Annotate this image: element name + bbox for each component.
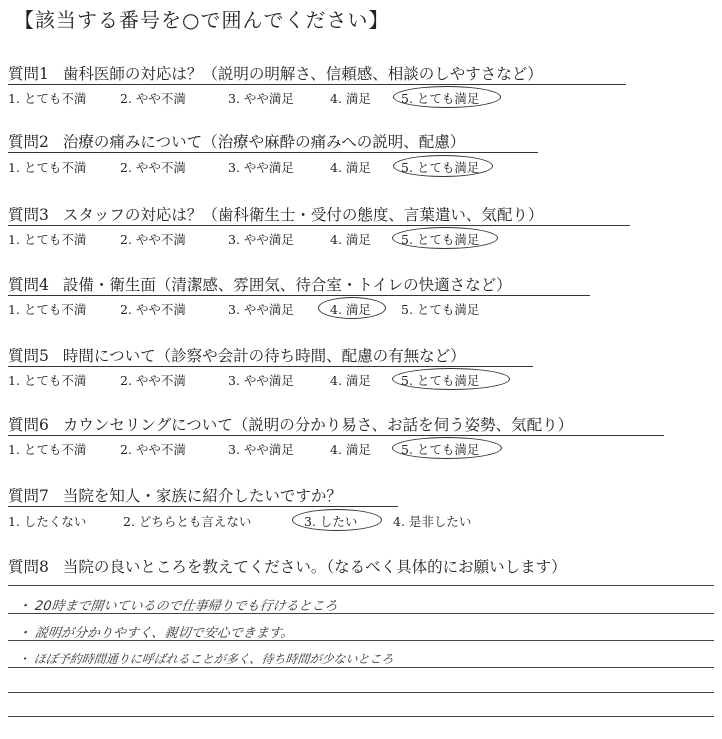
question-1 [8, 62, 543, 84]
question-text: 当院を知人・家族に紹介したいですか？ [62, 487, 342, 505]
question-4 [8, 273, 512, 295]
option-4[interactable]: 4. 満足 [330, 232, 371, 247]
option-1[interactable]: 1. とても不満 [8, 373, 87, 388]
question-underline [8, 366, 533, 367]
question-2 [8, 130, 465, 152]
question-label: 質問5 [8, 347, 49, 365]
option-4[interactable]: 4. 是非したい [393, 514, 472, 529]
option-4[interactable]: 4. 満足 [330, 442, 371, 457]
question-5 [8, 344, 466, 366]
option-2[interactable]: 2. やや不満 [120, 442, 186, 457]
question-underline [8, 84, 626, 85]
option-3[interactable]: 3. やや満足 [228, 91, 294, 106]
question-underline [8, 295, 590, 296]
question-label: 質問6 [8, 416, 49, 434]
question-text: 治療の痛みについて（治療や麻酔の痛みへの説明、配慮） [62, 133, 466, 151]
option-3[interactable]: 3. したい [304, 514, 358, 529]
answer-line [8, 667, 714, 668]
question-label: 質問1 [8, 65, 49, 83]
option-5[interactable]: 5. とても満足 [401, 302, 480, 317]
option-2[interactable]: 2. やや不満 [120, 373, 186, 388]
option-3[interactable]: 3. やや満足 [228, 442, 294, 457]
selection-circle [392, 437, 502, 459]
options-row-6 [8, 440, 708, 458]
option-2[interactable]: 2. やや不満 [120, 302, 186, 317]
question-6 [8, 413, 573, 435]
option-1[interactable]: 1. とても不満 [8, 442, 87, 457]
question-label: 質問2 [8, 133, 49, 151]
question-8 [8, 555, 567, 577]
question-text: 歯科医師の対応は？（説明の明解さ、信頼感、相談のしやすさなど） [62, 65, 543, 83]
question-label: 質問8 [8, 558, 49, 576]
question-7 [8, 484, 342, 506]
option-5[interactable]: 5. とても満足 [401, 232, 480, 247]
selection-circle [392, 227, 498, 249]
option-4[interactable]: 4. 満足 [330, 302, 371, 317]
option-5[interactable]: 5. とても満足 [401, 442, 480, 457]
option-5[interactable]: 5. とても満足 [401, 373, 480, 388]
option-1[interactable]: 1. とても不満 [8, 232, 87, 247]
page-title: 【該当する番号を○で囲んでください】 [14, 8, 390, 32]
handwritten-answer-3: ・ ほぼ予約時間通りに呼ばれることが多く、待ち時間が少ないところ [17, 652, 395, 666]
option-2[interactable]: 2. やや不満 [120, 160, 186, 175]
question-underline [8, 506, 398, 507]
option-3[interactable]: 3. やや満足 [228, 302, 294, 317]
option-5[interactable]: 5. とても満足 [401, 160, 480, 175]
option-5[interactable]: 5. とても満足 [401, 91, 480, 106]
options-row-3 [8, 230, 708, 248]
question-3 [8, 203, 543, 225]
question-text: カウンセリングについて（説明の分かり易さ、お話を伺う姿勢、気配り） [62, 416, 574, 434]
option-1[interactable]: 1. とても不満 [8, 91, 87, 106]
selection-circle [392, 368, 510, 390]
option-2[interactable]: 2. やや不満 [120, 91, 186, 106]
option-2[interactable]: 2. どちらとも言えない [123, 514, 252, 529]
question-text: 設備・衛生面（清潔感、雰囲気、待合室・トイレの快適さなど） [62, 276, 512, 294]
selection-circle [318, 297, 386, 319]
question-label: 質問4 [8, 276, 49, 294]
option-3[interactable]: 3. やや満足 [228, 160, 294, 175]
options-row-5 [8, 371, 708, 389]
option-3[interactable]: 3. やや満足 [228, 232, 294, 247]
option-3[interactable]: 3. やや満足 [228, 373, 294, 388]
question-text: 当院の良いところを教えてください。（なるべく具体的にお願いします） [62, 558, 567, 576]
question-text: スタッフの対応は？（歯科衛生士・受付の態度、言葉遣い、気配り） [62, 206, 544, 224]
selection-circle [393, 155, 493, 177]
selection-circle [292, 509, 382, 531]
option-1[interactable]: 1. とても不満 [8, 302, 87, 317]
question-label: 質問3 [8, 206, 49, 224]
question-text: 時間について（診察や会計の待ち時間、配慮の有無など） [62, 347, 466, 365]
selection-circle [393, 86, 501, 108]
question-underline [8, 225, 630, 226]
answer-line [8, 585, 714, 586]
answer-line [8, 692, 714, 693]
answer-line [8, 716, 714, 717]
question-underline [8, 152, 538, 153]
option-2[interactable]: 2. やや不満 [120, 232, 186, 247]
option-1[interactable]: 1. したくない [8, 514, 87, 529]
handwritten-answer-1: ・ 20時まで開いているので仕事帰りでも行けるところ [17, 599, 339, 614]
option-4[interactable]: 4. 満足 [330, 91, 371, 106]
handwritten-answer-2: ・ 説明が分かりやすく、親切で安心できます。 [17, 626, 295, 641]
question-underline [8, 435, 664, 436]
question-label: 質問7 [8, 487, 49, 505]
options-row-1 [8, 89, 708, 107]
option-4[interactable]: 4. 満足 [330, 160, 371, 175]
options-row-2 [8, 158, 708, 176]
option-4[interactable]: 4. 満足 [330, 373, 371, 388]
option-1[interactable]: 1. とても不満 [8, 160, 87, 175]
